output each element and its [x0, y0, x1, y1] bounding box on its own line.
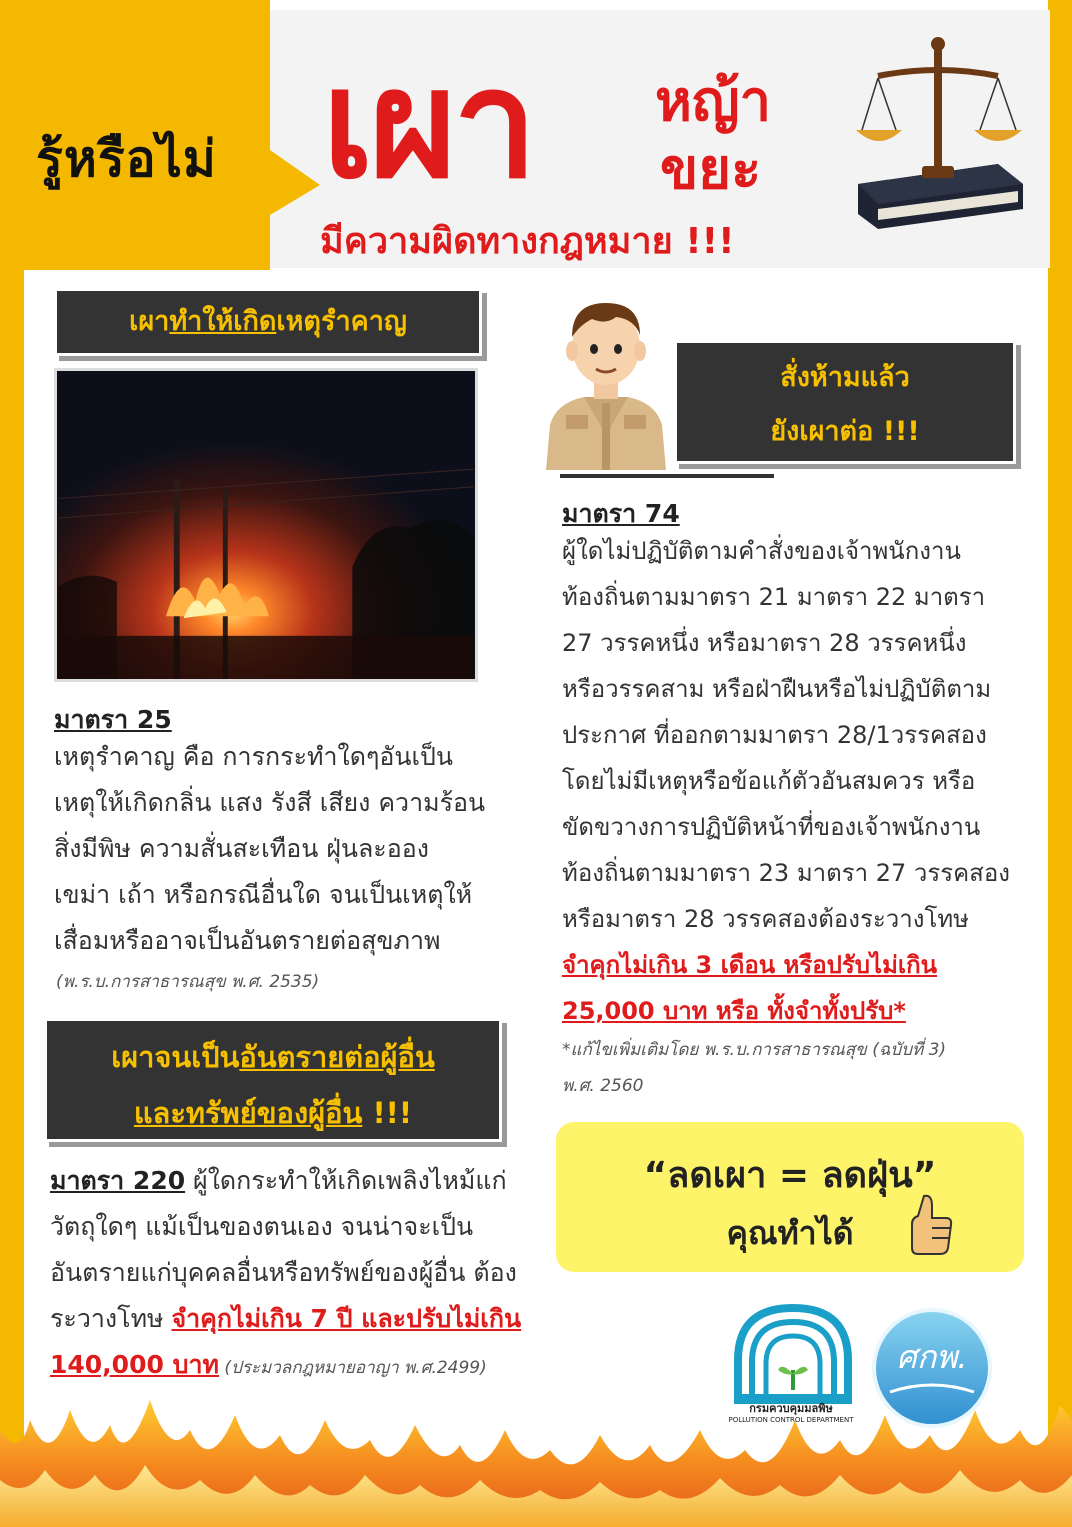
section-220-line-1 [50, 1158, 530, 1204]
section-25-line: เขม่า เถ้า หรือกรณีอื่นใด จนเป็นเหตุให้ [54, 880, 473, 909]
section-25-line: สิ่งมีพิษ ความสั่นสะเทือน ฝุ่นละออง [54, 834, 429, 863]
section-25-body [54, 734, 494, 964]
section-25-line: เหตุให้เกิดกลิ่น แสง รังสี เสียง ความร้อน [54, 788, 486, 817]
section-74-line: 27 วรรคหนึ่ง หรือมาตรา 28 วรรคหนึ่ง [562, 629, 967, 657]
section-74-note-2: พ.ศ. 2560 [562, 1076, 644, 1096]
section-25-line: เสื่อมหรืออาจเป็นอันตรายต่อสุขภาพ [54, 926, 441, 955]
ordered-heading-line-2: ยังเผาต่อ !!! [770, 416, 920, 447]
scales-of-justice-icon [848, 34, 1028, 234]
section-74-penalty-2: 25,000 บาท หรือ ทั้งจำทั้งปรับ* [562, 997, 906, 1025]
section-74-line: ขัดขวางการปฏิบัติหน้าที่ของเจ้าพนักงาน [562, 813, 981, 841]
section-220-penalty-pre: ระวางโทษ [50, 1304, 172, 1333]
section-74-note-1: *แก้ไขเพิ่มเติมโดย พ.ร.บ.การสาธารณสุข (ฉบับที่ 3) [562, 1040, 947, 1060]
section-74-line: ท้องถิ่นตามมาตรา 23 มาตรา 27 วรรคสอง [562, 859, 1010, 887]
section-74-title: มาตรา 74 [562, 499, 680, 528]
section-25-citation: (พ.ร.บ.การสาธารณสุข พ.ศ. 2535) [56, 972, 320, 992]
section-74-line: ผู้ใดไม่ปฏิบัติตามคำสั่งของเจ้าพนักงาน [562, 537, 961, 565]
illegal-subtitle: มีความผิดทางกฎหมาย !!! [320, 221, 735, 262]
ordered-heading-line-1: สั่งห้ามแล้ว [780, 362, 910, 393]
section-74-line: หรือมาตรา 28 วรรคสองต้องระวางโทษ [562, 905, 969, 933]
nuisance-heading-box [54, 288, 482, 356]
section-74-line: หรือวรรคสาม หรือฝ่าฝืนหรือไม่ปฏิบัติตาม [562, 675, 992, 703]
slogan-sub: คุณทำได้ [726, 1214, 854, 1252]
nuisance-heading-pre: เผา [129, 306, 170, 337]
danger-heading-post: !!! [362, 1096, 413, 1130]
section-74-penalty-1: จำคุกไม่เกิน 3 เดือน หรือปรับไม่เกิน [562, 951, 938, 979]
section-74-line: ท้องถิ่นตามมาตรา 21 มาตรา 22 มาตรา [562, 583, 986, 611]
section-220-citation: (ประมวลกฎหมายอาญา พ.ศ.2499) [218, 1358, 487, 1378]
section-74-line: โดยไม่มีเหตุหรือข้อแก้ตัวอันสมควร หรือ [562, 767, 976, 795]
slogan-box [556, 1122, 1024, 1272]
fire-flames-icon [0, 1390, 1072, 1527]
thumbs-up-icon [908, 1192, 954, 1256]
danger-heading-underlined-2: และทรัพย์ของผู้อื่น [133, 1096, 363, 1130]
section-220-line-2: วัตถุใดๆ แม้เป็นของตนเอง จนน่าจะเป็น [50, 1212, 474, 1241]
grass-word: หญ้า [655, 69, 772, 134]
header [0, 0, 1072, 270]
section-74-line: ประกาศ ที่ออกตามมาตรา 28/1วรรคสอง [562, 721, 987, 749]
nuisance-heading-underlined: ทำให้เกิด [169, 306, 277, 337]
nuisance-heading-post: เหตุรำคาญ [276, 306, 407, 337]
danger-heading-pre: เผาจนเป็น [111, 1040, 240, 1074]
section-220-fine: 140,000 บาท [50, 1350, 219, 1379]
section-25-title: มาตรา 25 [54, 705, 172, 734]
burn-title: เผา [322, 38, 534, 212]
section-220-line-4 [50, 1296, 530, 1342]
section-74-body [562, 528, 1032, 1034]
ordered-heading-box [674, 340, 1016, 464]
danger-heading-underlined: อันตรายต่อผู้อื่น [239, 1040, 435, 1074]
officer-divider [560, 474, 774, 478]
garbage-word: ขยะ [660, 137, 762, 202]
section-25-line: เหตุรำคาญ คือ การกระทำใดๆอันเป็น [54, 742, 454, 771]
section-220-penalty: จำคุกไม่เกิน 7 ปี และปรับไม่เกิน [171, 1304, 522, 1333]
pcd-logo-name: กรมควบคุมมลพิษ [749, 1402, 833, 1415]
section-220-body [50, 1158, 530, 1391]
section-220-line-3: อันตรายแก่บุคคลอื่นหรือทรัพย์ของผู้อื่น ต้อง [50, 1258, 517, 1287]
danger-heading-line-2 [47, 1085, 499, 1141]
fire-night-photo [54, 368, 478, 682]
ctc-logo-text: ศกพ. [896, 1338, 968, 1376]
danger-heading-box [44, 1018, 502, 1142]
did-you-know-text: รู้หรือไม่ [36, 130, 217, 188]
officer-icon [536, 285, 676, 470]
pcd-logo-english: POLLUTION CONTROL DEPARTMENT [728, 1416, 854, 1424]
section-220-text: ผู้ใดกระทำให้เกิดเพลิงไหม้แก่ [185, 1166, 507, 1195]
danger-heading-line-1 [47, 1029, 499, 1085]
section-220-line-5 [50, 1342, 530, 1391]
slogan-main: “ลดเผา = ลดฝุ่น” [643, 1155, 937, 1196]
section-220-title: มาตรา 220 [50, 1166, 186, 1195]
